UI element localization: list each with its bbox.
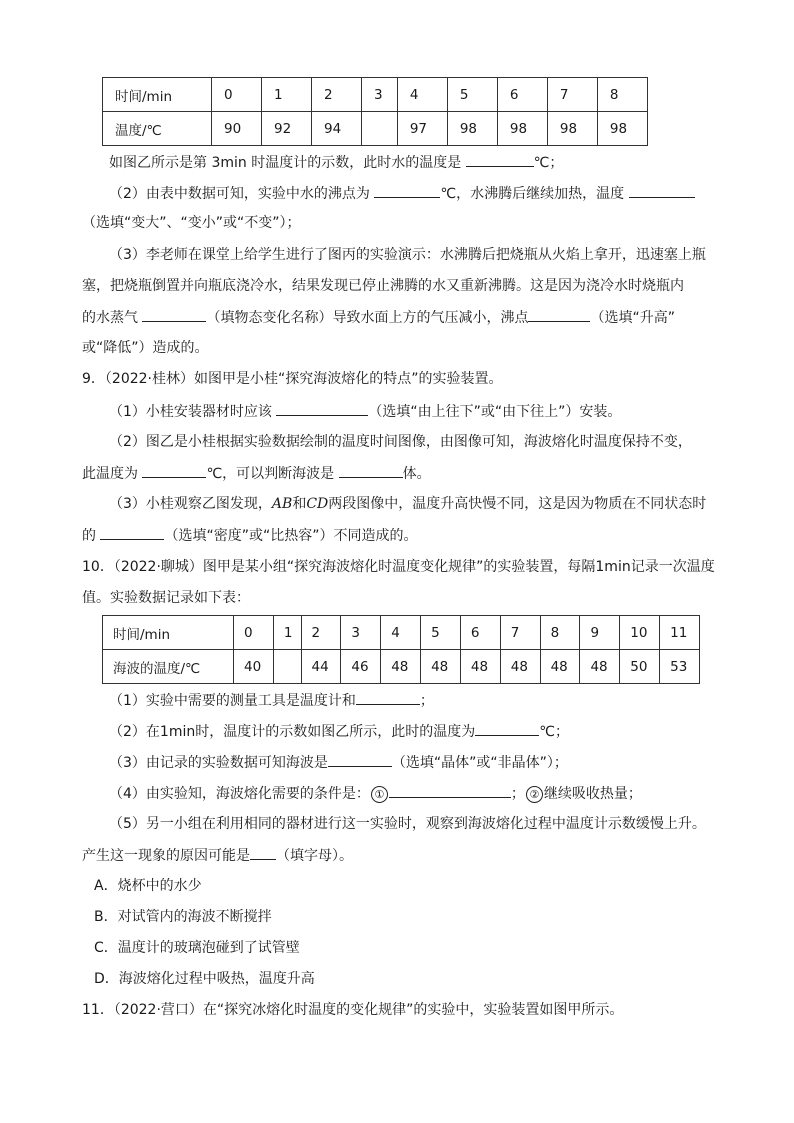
q10-part-5-line-2: 产生这一现象的原因可能是 （填字母）。 [82,845,353,866]
answer-blank[interactable] [142,463,206,478]
table-cell: 48 [500,650,540,684]
q9-part-2-line-2: 此温度为 ℃，可以判断海波是 体。 [82,463,431,484]
q9-part-3-line-2: 的 （选填“密度”或“比热容”）不同造成的。 [82,525,417,546]
answer-blank[interactable] [629,183,695,198]
answer-blank[interactable] [389,783,511,798]
table-cell: 3 [341,616,381,650]
answer-blank[interactable] [276,401,368,416]
table-cell: 44 [301,650,341,684]
circled-two: ② [526,786,543,803]
q8-part-3-line-2: 塞，把烧瓶倒置并向瓶底浇冷水，结果发现已停止沸腾的水又重新沸腾。这是因为浇冷水时烧瓶内 [82,278,684,294]
table-cell [273,650,301,684]
answer-blank[interactable] [466,152,534,167]
q9-part-3-line-1: （3）小桂观察乙图发现，AB和CD两段图像中，温度升高快慢不同，这是因为物质在不同状态时 [109,496,707,512]
table-cell: 4 [381,616,421,650]
q10-part-5-line-1: （5）另一小组在利用相同的器材进行这一实验时，观察到海波熔化过程中温度计示数缓慢上升。 [109,816,706,832]
q8-part-3-line-4: 或“降低”）造成的。 [82,340,209,356]
q9-part-2-line-1: （2）图乙是小桂根据实验数据绘制的温度时间图像，由图像可知，海波熔化时温度保持不变， [109,434,692,450]
table-cell: 97 [397,112,447,146]
table-cell: 92 [262,112,312,146]
option-a: A．烧杯中的水少 [94,878,202,894]
q11-title: 11．（2022·营口）在“探究冰熔化时温度的变化规律”的实验中，实验装置如图甲所示。 [82,1002,624,1018]
table-cell: 11 [660,616,700,650]
circled-one: ① [371,786,388,803]
table-melting-data [102,615,700,684]
q9-title: 9．（2022·桂林）如图甲是小桂“探究海波熔化的特点”的实验装置。 [82,371,503,387]
table-cell: 10 [620,616,660,650]
q8-line-1: 如图乙所示是第 3min 时温度计的示数，此时水的温度是 ℃； [109,152,563,173]
table-cell: 7 [547,78,597,112]
table-cell: 94 [312,112,362,146]
table-cell [362,112,398,146]
table-boiling-data [102,77,648,146]
table-cell: 98 [597,112,647,146]
table-cell: 90 [212,112,262,146]
table-cell: 1 [273,616,301,650]
table-cell: 6 [497,78,547,112]
option-b: B．对试管内的海波不断搅拌 [94,909,272,925]
q8-part-2: （2）由表中数据可知，实验中水的沸点为 ℃，水沸腾后继续加热，温度 [109,183,695,204]
q8-part-3-line-3: 的水蒸气 （填物态变化名称）导致水面上方的气压减小，沸点 （选填“升高” [82,307,675,328]
table-cell: 6 [460,616,500,650]
table-cell: 时间/min [103,616,234,650]
answer-blank[interactable] [250,845,276,860]
q10-part-3: （3）由记录的实验数据可知海波是 （选填“晶体”或“非晶体”）； [109,752,568,773]
q10-part-2: （2）在1min时，温度计的示数如图乙所示，此时的温度为 ℃； [109,721,569,742]
table-cell: 8 [540,616,580,650]
option-c: C．温度计的玻璃泡碰到了试管壁 [94,940,300,956]
table-row [103,78,648,112]
table-cell: 48 [540,650,580,684]
table-cell: 0 [212,78,262,112]
q8-part-2-cont: （选填“变大”、“变小”或“不变”）； [82,215,301,231]
table-cell: 98 [547,112,597,146]
table-row [103,650,700,684]
q10-title-line-2: 值。实验数据记录如下表： [82,590,250,606]
table-cell: 7 [500,616,540,650]
q10-part-4: （4）由实验知，海波熔化需要的条件是： ① ； ② 继续吸收热量； [109,783,642,804]
table-row [103,112,648,146]
table-cell: 53 [660,650,700,684]
table-cell: 海波的温度/℃ [103,650,234,684]
table-cell: 2 [312,78,362,112]
table-cell: 1 [262,78,312,112]
table-cell: 9 [580,616,620,650]
table-cell: 98 [447,112,497,146]
table-cell: 3 [362,78,398,112]
q9-part-1: （1）小桂安装器材时应该 （选填“由上往下”或“由下往上”）安装。 [109,401,621,422]
table-cell: 0 [234,616,274,650]
answer-blank[interactable] [100,525,164,540]
answer-blank[interactable] [475,721,539,736]
table-cell: 5 [421,616,461,650]
table-cell: 48 [381,650,421,684]
table-cell: 48 [421,650,461,684]
table-cell: 50 [620,650,660,684]
table-cell: 46 [341,650,381,684]
table-cell: 5 [447,78,497,112]
answer-blank[interactable] [356,690,420,705]
answer-blank[interactable] [142,307,206,322]
option-d: D．海波熔化过程中吸热，温度升高 [94,971,315,987]
table-cell: 40 [234,650,274,684]
q8-part-3-line-1: （3）李老师在课堂上给学生进行了图丙的实验演示：水沸腾后把烧瓶从火焰上拿开，迅速塞上瓶 [109,247,706,263]
table-cell: 2 [301,616,341,650]
answer-blank[interactable] [328,752,392,767]
q10-title-line-1: 10．（2022·聊城）图甲是某小组“探究海波熔化时温度变化规律”的实验装置，每隔1min记录一次温度 [82,559,715,575]
table-cell: 时间/min [103,78,212,112]
table-cell: 4 [397,78,447,112]
table-cell: 48 [460,650,500,684]
table-cell: 98 [497,112,547,146]
table-row [103,616,700,650]
table-cell: 48 [580,650,620,684]
table-cell: 8 [597,78,647,112]
table-cell: 温度/℃ [103,112,212,146]
answer-blank[interactable] [528,307,590,322]
q10-part-1: （1）实验中需要的测量工具是温度计和 ； [109,690,434,711]
answer-blank[interactable] [339,463,403,478]
answer-blank[interactable] [374,183,440,198]
